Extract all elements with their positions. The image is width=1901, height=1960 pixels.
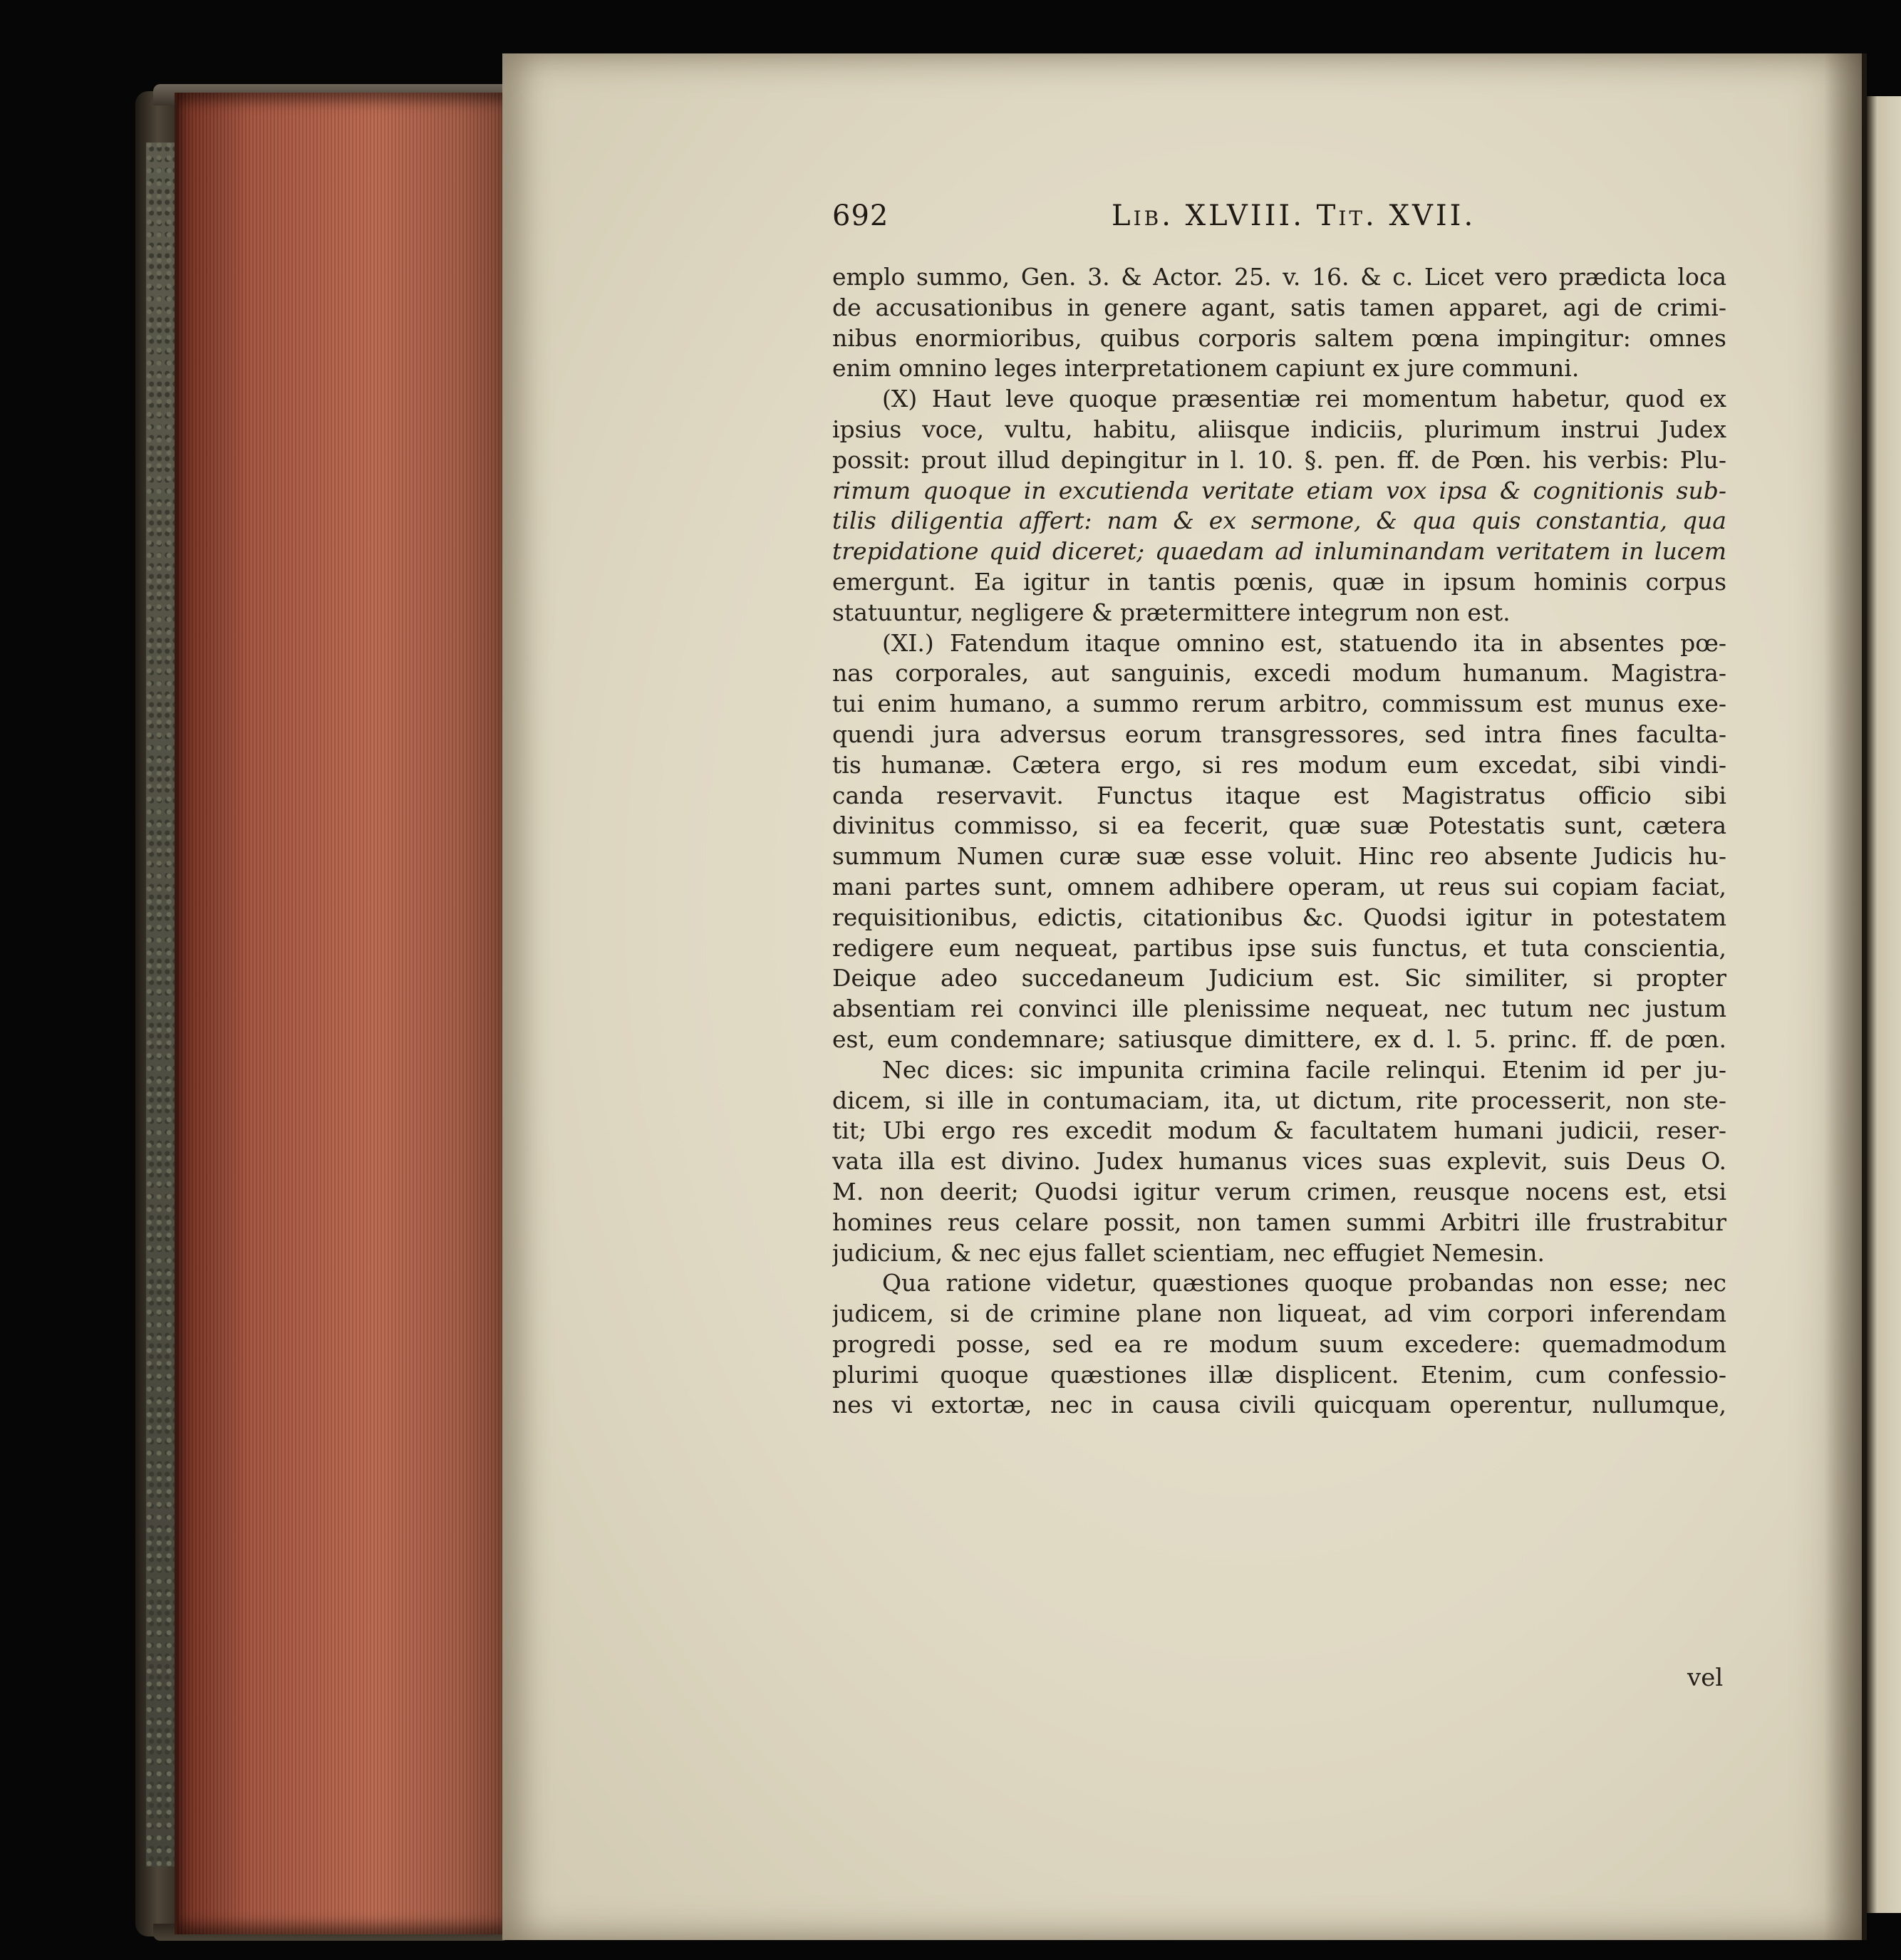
- text-line: dicem, si ille in contumaciam, ita, ut dictum, rite processerit, non ste-: [832, 1086, 1726, 1114]
- text-line: progredi posse, sed ea re modum suum excedere: quemadmodum: [832, 1329, 1726, 1358]
- text-line-quotation: trepidatione quid diceret; quaedam ad inluminandam veritatem in lucem: [832, 537, 1726, 566]
- gutter-shadow: [1824, 53, 1867, 1940]
- text-line: plurimi quoque quæstiones illæ displicent. Etenim, cum confessio-: [832, 1360, 1726, 1389]
- text-line-quotation: tilis diligentia affert: nam & ex sermone, & qua quis constantia, qua: [832, 507, 1726, 535]
- text-line: emergunt. Ea igitur in tantis pœnis, quæ in ipsum hominis corpus: [832, 567, 1726, 596]
- page-number: 692: [832, 199, 889, 232]
- paragraph-start-qua-ratione: Qua ratione videtur, quæstiones quoque probandas non esse; nec: [882, 1269, 1726, 1297]
- text-line: divinitus commisso, si ea fecerit, quæ suæ Potestatis sunt, cætera: [832, 812, 1726, 840]
- paragraph-start-xi: (XI.) Fatendum itaque omnino est, statuendo ita in absentes pœ-: [882, 628, 1726, 657]
- text-line: summum Numen curæ suæ esse voluit. Hinc reo absente Judicis hu-: [832, 842, 1726, 871]
- text-line: nes vi extortæ, nec in causa civili quicquam operentur, nullumque,: [832, 1391, 1726, 1419]
- text-line: enim omnino leges interpretationem capiunt ex jure communi.: [832, 354, 1580, 383]
- paragraph-start-x: (X) Haut leve quoque præsentiæ rei momentum habetur, quod ex: [882, 385, 1726, 413]
- running-title: Lib. XLVIII. Tit. XVII.: [1112, 199, 1476, 232]
- text-line: quendi jura adversus eorum transgressores, sed intra fines faculta-: [832, 720, 1726, 748]
- text-line: de accusationibus in genere agant, satis tamen apparet, agi de crimi-: [832, 293, 1726, 321]
- text-line: nibus enormioribus, quibus corporis saltem pœna impingitur: omnes: [832, 323, 1726, 352]
- facing-page-edge: [1867, 96, 1901, 1913]
- text-line: tit; Ubi ergo res excedit modum & facultatem humani judicii, reser-: [832, 1116, 1726, 1145]
- text-line: possit: prout illud depingitur in l. 10. §. pen. ff. de Pœn. his verbis: Plu-: [832, 445, 1726, 474]
- text-line: emplo summo, Gen. 3. & Actor. 25. v. 16. & c. Licet vero prædicta loca: [832, 263, 1726, 291]
- text-line: tis humanæ. Cætera ergo, si res modum eum excedat, sibi vindi-: [832, 750, 1726, 779]
- text-line: M. non deerit; Quodsi igitur verum crimen, reusque nocens est, etsi: [832, 1177, 1726, 1205]
- text-line-quotation: rimum quoque in excutienda veritate etiam vox ipsa & cognitionis sub-: [832, 476, 1726, 504]
- text-line: absentiam rei convinci ille plenissime nequeat, nec tutum nec justum: [832, 995, 1726, 1023]
- text-line: mani partes sunt, omnem adhibere operam, ut reus sui copiam faciat,: [832, 872, 1726, 901]
- text-line: judicem, si de crimine plane non liqueat, ad vim corpori inferendam: [832, 1300, 1726, 1328]
- text-line: Deique adeo succedaneum Judicium est. Sic similiter, si propter: [832, 964, 1726, 992]
- text-line: ipsius voce, vultu, habitu, aliisque indiciis, plurimum instrui Judex: [832, 415, 1726, 443]
- text-line: vata illa est divino. Judex humanus vices suas explevit, suis Deus O.: [832, 1147, 1726, 1176]
- text-line: tui enim humano, a summo rerum arbitro, commissum est munus exe-: [832, 690, 1726, 718]
- text-line: est, eum condemnare; satiusque dimittere, ex d. l. 5. princ. ff. de pœn.: [832, 1025, 1726, 1053]
- marbled-cover-board: [146, 142, 176, 1867]
- body-text: [832, 262, 1726, 1421]
- catchword: vel: [1687, 1664, 1724, 1692]
- paragraph-start-nec-dices: Nec dices: sic impunita crimina facile relinqui. Etenim id per ju-: [882, 1055, 1726, 1084]
- text-line: judicium, & nec ejus fallet scientiam, nec effugiet Nemesin.: [832, 1238, 1545, 1267]
- text-line: canda reservavit. Functus itaque est Magistratus officio sibi: [832, 781, 1726, 809]
- text-line: requisitionibus, edictis, citationibus &c. Quodsi igitur in potestatem: [832, 903, 1726, 931]
- text-line: nas corporales, aut sanguinis, excedi modum humanum. Magistra-: [832, 659, 1726, 688]
- text-line: homines reus celare possit, non tamen summi Arbitri ille frustrabitur: [832, 1208, 1726, 1236]
- page-block-fore-edge: [175, 93, 509, 1934]
- page-header: [832, 199, 1476, 242]
- text-line: statuuntur, negligere & prætermittere integrum non est.: [832, 598, 1511, 626]
- text-line: redigere eum nequeat, partibus ipse suis functus, et tuta conscientia,: [832, 933, 1726, 962]
